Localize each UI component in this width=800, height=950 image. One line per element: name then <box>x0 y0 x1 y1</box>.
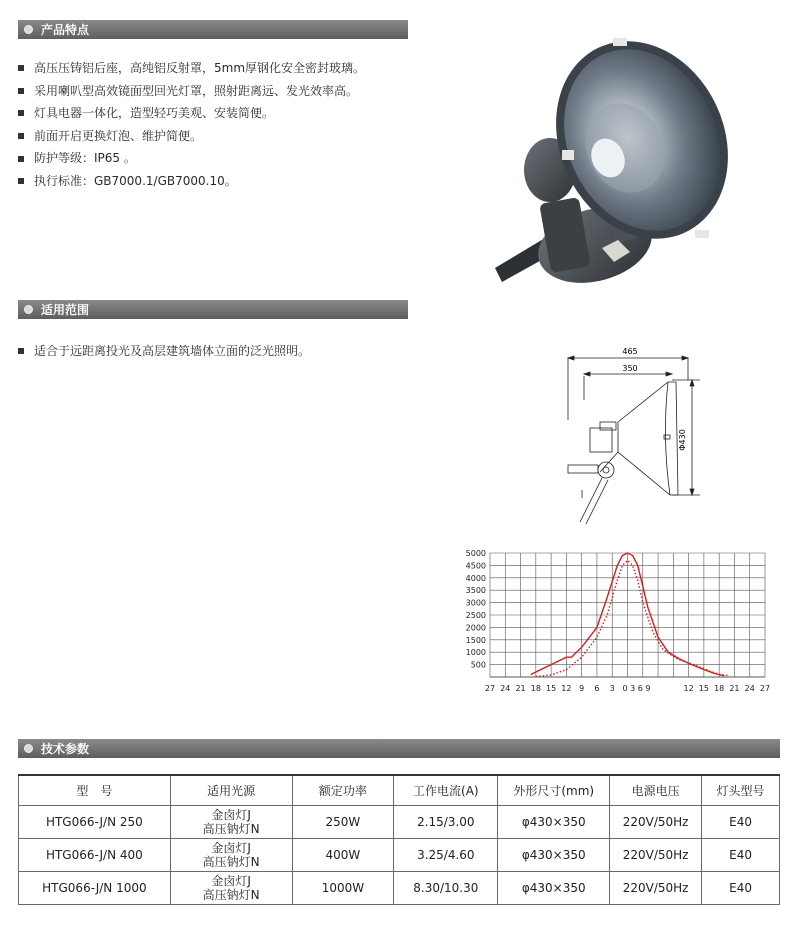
list-item: 灯具电器一体化，造型轻巧美观、安装简便。 <box>18 102 365 125</box>
y-tick-label: 2500 <box>465 611 486 620</box>
voltage-cell: 220V/50Hz <box>610 838 702 871</box>
square-bullet-icon <box>18 65 24 71</box>
lamp-base-cell: E40 <box>702 838 780 871</box>
lamp-base-cell: E40 <box>702 871 780 904</box>
square-bullet-icon <box>18 110 24 116</box>
power-cell: 1000W <box>292 871 394 904</box>
power-cell: 250W <box>292 805 394 838</box>
light-source-cell: 金卤灯J 高压钠灯N <box>170 805 292 838</box>
x-tick-label: 27 <box>484 684 496 693</box>
square-bullet-icon <box>18 88 24 94</box>
section-header-parameters <box>18 739 780 758</box>
table-row <box>19 805 780 838</box>
light-source-cell: 金卤灯J 高压钠灯N <box>170 871 292 904</box>
section-title: 适用范围 <box>41 303 90 317</box>
y-tick-label: 5000 <box>465 549 486 558</box>
diameter-label: Φ430 <box>678 429 687 451</box>
current-cell: 8.30/10.30 <box>394 871 498 904</box>
square-bullet-icon <box>18 156 24 162</box>
x-tick-label: 12 <box>561 684 572 693</box>
table-row <box>19 871 780 904</box>
scope-list <box>18 340 310 363</box>
y-tick-label: 2000 <box>465 623 486 633</box>
x-tick-label: 6 <box>594 684 600 693</box>
current-cell: 2.15/3.00 <box>394 805 498 838</box>
x-tick-label: 27 <box>759 684 771 693</box>
column-header: 适用光源 <box>170 775 292 805</box>
chart-grid <box>490 553 765 677</box>
x-tick-label: 21 <box>729 684 740 693</box>
lamp-base-cell: E40 <box>702 805 780 838</box>
size-cell: φ430×350 <box>498 871 610 904</box>
dimension-drawing <box>560 340 710 530</box>
column-header: 型 号 <box>19 775 171 805</box>
list-item: 高压压铸铝后座，高纯铝反射罩，5mm厚钢化安全密封玻璃。 <box>18 57 365 80</box>
square-bullet-icon <box>18 348 24 354</box>
section-header-scope <box>18 300 408 319</box>
list-item: 适合于远距离投光及高层建筑墙体立面的泛光照明。 <box>18 340 310 363</box>
x-tick-label: 0 3 6 9 <box>622 684 651 693</box>
light-source-cell: 金卤灯J 高压钠灯N <box>170 838 292 871</box>
column-header: 灯头型号 <box>702 775 780 805</box>
table-header-row <box>19 775 780 805</box>
section-header-features <box>18 20 408 39</box>
model-cell: HTG066-J/N 1000 <box>19 871 171 904</box>
x-tick-label: 24 <box>744 684 755 693</box>
section-title: 技术参数 <box>41 742 90 756</box>
column-header: 外形尺寸(mm) <box>498 775 610 805</box>
light-distribution-chart <box>455 545 785 705</box>
x-tick-label: 3 <box>609 684 615 693</box>
square-bullet-icon <box>18 178 24 184</box>
feature-list <box>18 57 365 193</box>
chart-x-ticks <box>485 684 770 693</box>
column-header: 电源电压 <box>610 775 702 805</box>
overall-length-label: 465 <box>622 347 638 356</box>
bullet-circle-icon <box>24 25 33 34</box>
x-tick-label: 15 <box>546 684 557 693</box>
size-cell: φ430×350 <box>498 838 610 871</box>
bullet-circle-icon <box>24 305 33 314</box>
model-cell: HTG066-J/N 400 <box>19 838 171 871</box>
list-item: 执行标准：GB7000.1/GB7000.10。 <box>18 170 365 193</box>
x-tick-label: 24 <box>500 684 511 693</box>
model-cell: HTG066-J/N 250 <box>19 805 171 838</box>
column-header: 工作电流(A) <box>394 775 498 805</box>
size-cell: φ430×350 <box>498 805 610 838</box>
column-header: 额定功率 <box>292 775 394 805</box>
chart-y-ticks <box>466 549 486 670</box>
current-cell: 3.25/4.60 <box>394 838 498 871</box>
x-tick-label: 9 <box>579 684 585 693</box>
section-title: 产品特点 <box>41 23 90 37</box>
list-item: 采用喇叭型高效镜面型回光灯罩，照射距离远、发光效率高。 <box>18 80 365 103</box>
x-tick-label: 21 <box>515 684 526 693</box>
list-item: 前面开启更换灯泡、维护简便。 <box>18 125 365 148</box>
voltage-cell: 220V/50Hz <box>610 871 702 904</box>
product-photo <box>490 30 740 290</box>
list-item: 防护等级：IP65 。 <box>18 147 365 170</box>
y-tick-label: 3000 <box>465 598 486 608</box>
y-tick-label: 1500 <box>465 635 486 645</box>
y-tick-label: 4000 <box>465 573 486 583</box>
voltage-cell: 220V/50Hz <box>610 805 702 838</box>
x-tick-label: 12 <box>683 684 694 693</box>
y-tick-label: 3500 <box>465 586 486 596</box>
body-length-label: 350 <box>622 364 638 373</box>
y-tick-label: 1000 <box>465 648 486 658</box>
y-tick-label: 500 <box>470 660 486 670</box>
spec-table <box>18 774 780 905</box>
x-tick-label: 18 <box>714 684 725 693</box>
x-tick-label: 15 <box>698 684 709 693</box>
x-tick-label: 18 <box>530 684 541 693</box>
square-bullet-icon <box>18 133 24 139</box>
y-tick-label: 4500 <box>465 561 486 571</box>
bullet-circle-icon <box>24 744 33 753</box>
power-cell: 400W <box>292 838 394 871</box>
table-row <box>19 838 780 871</box>
